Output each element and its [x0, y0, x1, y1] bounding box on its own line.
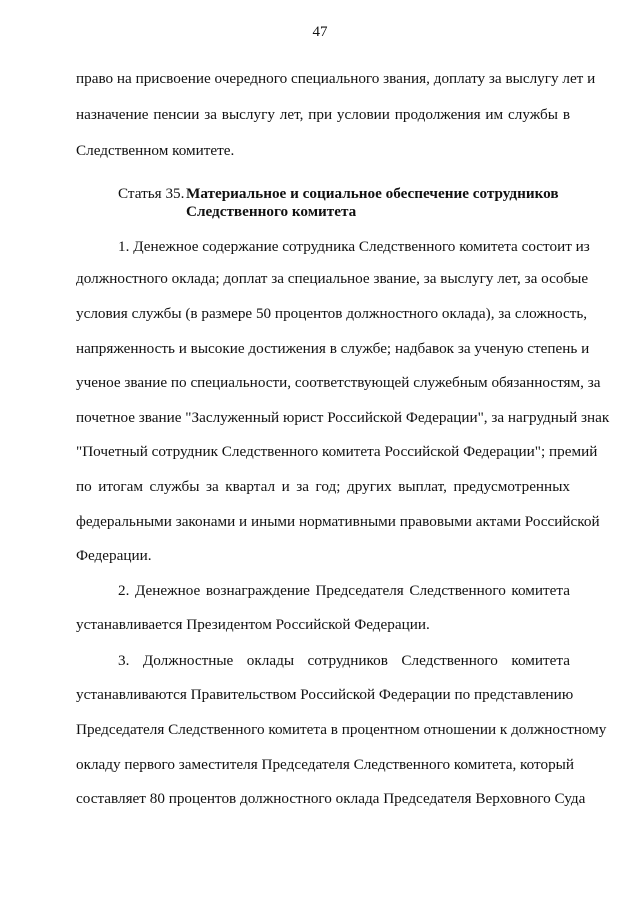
article-heading: [118, 185, 559, 203]
text-line: Председателя Следственного комитета в процентном отношении к должностному: [76, 721, 607, 738]
article-number: Статья 35.: [118, 185, 185, 202]
text-line: 1. Денежное содержание сотрудника Следственного комитета состоит из: [118, 238, 590, 255]
text-line: федеральными законами и иными нормативными правовыми актами Российской: [76, 513, 600, 530]
text-line: Федерации.: [76, 547, 152, 564]
text-line: должностного оклада; доплат за специальное звание, за выслугу лет, за особые: [76, 270, 589, 287]
article-title-continued: Следственного комитета: [186, 203, 357, 220]
text-line: 2. Денежное вознаграждение Председателя Следственного комитета: [118, 582, 570, 599]
text-line: почетное звание "Заслуженный юрист Российской Федерации", за нагрудный знак: [76, 409, 610, 426]
page-number: 47: [312, 24, 328, 40]
article-title: Материальное и социальное обеспечение сотрудников: [186, 185, 559, 202]
text-line: ученое звание по специальности, соответствующей служебным обязанностям, за: [76, 374, 601, 391]
text-line: Следственном комитете.: [76, 142, 235, 159]
text-line: устанавливается Президентом Российской Федерации.: [76, 616, 430, 633]
text-line: напряженность и высокие достижения в службе; надбавок за ученую степень и: [76, 340, 590, 357]
text-line: по итогам службы за квартал и за год; других выплат, предусмотренных: [76, 478, 570, 495]
text-line: "Почетный сотрудник Следственного комитета Российской Федерации"; премий: [76, 443, 598, 460]
text-line: составляет 80 процентов должностного оклада Председателя Верховного Суда: [76, 790, 586, 807]
text-line: окладу первого заместителя Председателя Следственного комитета, который: [76, 756, 575, 773]
text-line: 3. Должностные оклады сотрудников Следственного комитета: [118, 652, 570, 669]
text-line: назначение пенсии за выслугу лет, при условии продолжения им службы в: [76, 106, 570, 123]
text-line: устанавливаются Правительством Российской Федерации по представлению: [76, 686, 574, 703]
text-line: право на присвоение очередного специального звания, доплату за выслугу лет и: [76, 70, 596, 87]
text-line: условия службы (в размере 50 процентов должностного оклада), за сложность,: [76, 305, 588, 322]
